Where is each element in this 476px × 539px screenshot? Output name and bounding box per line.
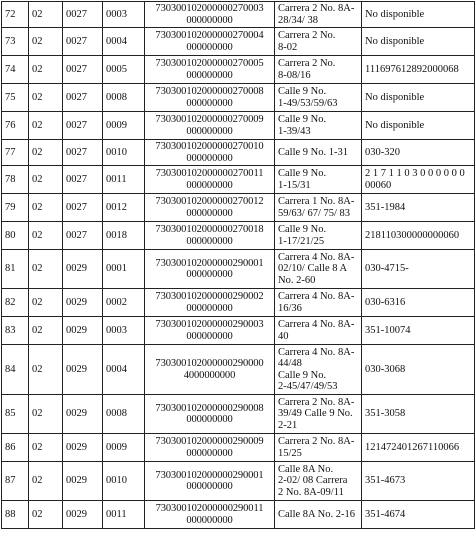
address-cell — [275, 501, 362, 529]
address-line: Calle 8A No. 2-16 — [278, 508, 355, 520]
sector-cell: 0029 — [63, 395, 103, 434]
code-line: 000000000 — [186, 235, 233, 247]
row-id-cell: 76 — [2, 112, 29, 140]
cadastral-code-cell — [145, 140, 275, 166]
address-line: Carrera 1 No. 8A- — [278, 196, 355, 208]
table-row — [2, 345, 475, 395]
lot-cell: 0008 — [103, 84, 145, 112]
row-id-cell: 83 — [2, 317, 29, 345]
address-line: Calle 9 No. — [278, 114, 327, 126]
lot-cell: 0004 — [103, 28, 145, 56]
number-line: 030-3068 — [365, 363, 406, 375]
dept-cell: 02 — [29, 317, 63, 345]
dept-cell: 02 — [29, 112, 63, 140]
code-line: 730300102000000270011 — [155, 168, 264, 180]
dept-cell: 02 — [29, 140, 63, 166]
sector-cell: 0029 — [63, 250, 103, 289]
number-line: No disponible — [365, 119, 425, 131]
address-line: 15/25 — [278, 447, 302, 459]
code-line: 000000000 — [186, 481, 233, 492]
lot-cell: 0005 — [103, 56, 145, 84]
address-line: Calle 9 No. — [278, 86, 327, 98]
sector-cell: 0027 — [63, 112, 103, 140]
code-line: 730300102000000270010 — [155, 141, 264, 153]
code-line: 000000000 — [186, 269, 233, 280]
registration-number-cell — [362, 56, 475, 84]
address-line: 02/10/ Calle 8 A — [278, 263, 348, 275]
lot-cell: 0010 — [103, 140, 145, 166]
row-id-cell: 81 — [2, 250, 29, 289]
lot-cell: 0002 — [103, 289, 145, 317]
dept-cell: 02 — [29, 289, 63, 317]
code-line: 730300102000000270012 — [155, 196, 264, 208]
address-cell — [275, 194, 362, 222]
sector-cell: 0027 — [63, 56, 103, 84]
row-id-cell: 82 — [2, 289, 29, 317]
code-line: 730300102000000270005 — [155, 58, 264, 70]
code-line: 000000000 — [186, 414, 233, 425]
table-row — [2, 166, 475, 194]
table-body — [2, 2, 475, 529]
number-line: 121472401267110066 — [365, 441, 460, 453]
address-line: Carrera 2 No. 8A- — [278, 436, 355, 448]
lot-cell: 0008 — [103, 395, 145, 434]
registration-number-cell — [362, 395, 475, 434]
registration-number-cell — [362, 84, 475, 112]
code-line: 730300102000000290000 — [155, 358, 264, 370]
number-line: No disponible — [365, 8, 425, 20]
registration-number-cell — [362, 317, 475, 345]
sector-cell: 0029 — [63, 317, 103, 345]
code-line: 000000000 — [186, 125, 233, 137]
row-id-cell: 88 — [2, 501, 29, 529]
dept-cell: 02 — [29, 434, 63, 462]
code-line: 730300102000000290009 — [155, 436, 264, 448]
table-row — [2, 501, 475, 529]
cadastral-code-cell — [145, 501, 275, 529]
number-line: 351-4674 — [365, 508, 406, 520]
address-line: Carrera 4 No. 8A- — [278, 252, 355, 264]
address-line: 2-02/ 08 Carrera — [278, 475, 348, 487]
registration-number-cell — [362, 345, 475, 395]
lot-cell: 0018 — [103, 222, 145, 250]
registration-number-cell — [362, 194, 475, 222]
number-line: 351-10074 — [365, 324, 411, 336]
address-cell — [275, 56, 362, 84]
table-row — [2, 112, 475, 140]
table-row — [2, 222, 475, 250]
address-line: 1-15/31 — [278, 179, 311, 191]
address-line: 1-39/43 — [278, 125, 311, 137]
address-line: 39/49 Calle 9 No. — [278, 408, 353, 420]
dept-cell: 02 — [29, 56, 63, 84]
code-line: 000000000 — [186, 207, 233, 219]
table-row — [2, 434, 475, 462]
address-line: Calle 9 No. 1-31 — [278, 146, 348, 158]
cadastral-code-cell — [145, 395, 275, 434]
number-line: 351-1984 — [365, 201, 406, 213]
registration-number-cell — [362, 28, 475, 56]
lot-cell: 0004 — [103, 345, 145, 395]
number-line: 218110300000000060 — [365, 229, 460, 241]
address-line: 44/48 — [278, 358, 302, 370]
address-line: Carrera 4 No. 8A- — [278, 346, 355, 358]
sector-cell: 0027 — [63, 84, 103, 112]
number-line: 111697612892000068 — [365, 63, 459, 75]
registration-number-cell — [362, 501, 475, 529]
address-line: 8-02 — [278, 41, 298, 53]
address-cell — [275, 140, 362, 166]
number-line: 030-320 — [365, 146, 400, 158]
cadastral-code-cell — [145, 112, 275, 140]
registration-number-cell — [362, 250, 475, 289]
lot-cell: 0003 — [103, 317, 145, 345]
dept-cell: 02 — [29, 501, 63, 529]
code-line: 730300102000000290003 — [155, 319, 264, 331]
dept-cell: 02 — [29, 462, 63, 501]
address-cell — [275, 462, 362, 501]
sector-cell: 0029 — [63, 434, 103, 462]
row-id-cell: 77 — [2, 140, 29, 166]
address-line: 59/63/ 67/ 75/ 83 — [278, 207, 351, 219]
address-line: 2-45/47/49/53 — [278, 380, 338, 392]
code-line: 000000000 — [186, 447, 233, 459]
registration-number-cell — [362, 112, 475, 140]
row-id-cell: 72 — [2, 2, 29, 28]
lot-cell: 0001 — [103, 250, 145, 289]
row-id-cell: 73 — [2, 28, 29, 56]
sector-cell: 0029 — [63, 462, 103, 501]
table-row — [2, 317, 475, 345]
cadastral-code-cell — [145, 28, 275, 56]
dept-cell: 02 — [29, 250, 63, 289]
dept-cell: 02 — [29, 345, 63, 395]
row-id-cell: 80 — [2, 222, 29, 250]
sector-cell: 0027 — [63, 140, 103, 166]
table-row — [2, 28, 475, 56]
code-line: 000000000 — [186, 14, 233, 26]
registration-number-cell — [362, 462, 475, 501]
address-line: 1-49/53/59/63 — [278, 97, 338, 109]
address-line: 2-21 — [278, 419, 298, 431]
number-line: 030-6316 — [365, 296, 406, 308]
sector-cell: 0029 — [63, 289, 103, 317]
dept-cell: 02 — [29, 222, 63, 250]
cadastral-code-cell — [145, 194, 275, 222]
cadastral-code-cell — [145, 56, 275, 84]
code-line: 730300102000000290011 — [155, 503, 264, 515]
address-cell — [275, 395, 362, 434]
address-cell — [275, 84, 362, 112]
lot-cell: 0011 — [103, 501, 145, 529]
sector-cell: 0029 — [63, 501, 103, 529]
lot-cell: 0003 — [103, 2, 145, 28]
registration-number-cell — [362, 289, 475, 317]
lot-cell: 0010 — [103, 462, 145, 501]
code-line: 730300102000000270003 — [155, 3, 264, 15]
row-id-cell: 87 — [2, 462, 29, 501]
address-line: 28/34/ 38 — [278, 14, 318, 26]
address-cell — [275, 222, 362, 250]
dept-cell: 02 — [29, 2, 63, 28]
sector-cell: 0027 — [63, 2, 103, 28]
number-line: No disponible — [365, 91, 425, 103]
address-cell — [275, 434, 362, 462]
address-line: Calle 9 No. — [278, 224, 327, 236]
number-line: No disponible — [365, 35, 425, 47]
code-line: 730300102000000290001 — [155, 257, 264, 269]
sector-cell: 0027 — [63, 28, 103, 56]
address-line: Carrera 4 No. 8A- — [278, 319, 355, 331]
code-line: 730300102000000290001 — [155, 469, 264, 481]
table-row — [2, 395, 475, 434]
sector-cell: 0027 — [63, 222, 103, 250]
address-line: 1-17/21/25 — [278, 235, 325, 247]
address-cell — [275, 28, 362, 56]
code-line: 000000000 — [186, 41, 233, 53]
table-row — [2, 2, 475, 28]
sector-cell: 0027 — [63, 166, 103, 194]
row-id-cell: 86 — [2, 434, 29, 462]
address-line: 16/36 — [278, 302, 302, 314]
code-line: 730300102000000270008 — [155, 86, 264, 98]
address-line: Carrera 2 No. 8A- — [278, 397, 355, 409]
dept-cell: 02 — [29, 84, 63, 112]
cadastral-code-cell — [145, 84, 275, 112]
address-line: Carrera 2 No. — [278, 58, 336, 70]
number-line: 351-3058 — [365, 408, 406, 420]
table-row — [2, 250, 475, 289]
lot-cell: 0009 — [103, 112, 145, 140]
dept-cell: 02 — [29, 166, 63, 194]
code-line: 000000000 — [186, 330, 233, 342]
address-line: 2 No. 8A-09/11 — [278, 486, 344, 498]
cadastral-code-cell — [145, 345, 275, 395]
address-line: Calle 9 No. — [278, 369, 327, 381]
address-line: Calle 8A No. — [278, 464, 334, 476]
code-line: 000000000 — [186, 179, 233, 191]
code-line: 000000000 — [186, 69, 233, 81]
address-cell — [275, 250, 362, 289]
row-id-cell: 79 — [2, 194, 29, 222]
address-line: Carrera 2 No. 8A- — [278, 3, 355, 15]
address-line: Carrera 2 No. — [278, 30, 336, 42]
lot-cell: 0009 — [103, 434, 145, 462]
cadastral-code-cell — [145, 462, 275, 501]
cadastral-code-cell — [145, 317, 275, 345]
address-line: No. 2-60 — [278, 274, 316, 286]
row-id-cell: 75 — [2, 84, 29, 112]
address-line: 40 — [278, 330, 289, 342]
number-line: 00060 — [365, 179, 392, 191]
number-line: 2 1 7 1 1 0 3 0 0 0 0 0 0 — [365, 168, 465, 180]
address-cell — [275, 112, 362, 140]
number-line: 351-4673 — [365, 475, 406, 487]
row-id-cell: 78 — [2, 166, 29, 194]
code-line: 4000000000 — [183, 369, 236, 381]
address-line: 8-08/16 — [278, 69, 311, 81]
address-cell — [275, 317, 362, 345]
row-id-cell: 85 — [2, 395, 29, 434]
cadastral-code-cell — [145, 289, 275, 317]
cadastral-code-cell — [145, 222, 275, 250]
cadastral-code-cell — [145, 434, 275, 462]
code-line: 000000000 — [186, 514, 233, 526]
table-row — [2, 289, 475, 317]
code-line: 730300102000000270018 — [155, 224, 264, 236]
dept-cell: 02 — [29, 194, 63, 222]
number-line: 030-4715- — [365, 263, 409, 275]
registration-number-cell — [362, 166, 475, 194]
dept-cell: 02 — [29, 395, 63, 434]
dept-cell: 02 — [29, 28, 63, 56]
lot-cell: 0011 — [103, 166, 145, 194]
sector-cell: 0029 — [63, 345, 103, 395]
registration-number-cell — [362, 434, 475, 462]
code-line: 000000000 — [186, 152, 233, 164]
table-row — [2, 56, 475, 84]
cadastral-code-cell — [145, 250, 275, 289]
sector-cell: 0027 — [63, 194, 103, 222]
registration-number-cell — [362, 222, 475, 250]
code-line: 000000000 — [186, 97, 233, 109]
code-line: 000000000 — [186, 302, 233, 314]
cadastral-code-cell — [145, 2, 275, 28]
address-line: Calle 9 No. — [278, 168, 327, 180]
table-row — [2, 84, 475, 112]
code-line: 730300102000000270004 — [155, 30, 264, 42]
property-table — [1, 1, 475, 529]
address-line: Carrera 4 No. 8A- — [278, 291, 355, 303]
cadastral-code-cell — [145, 166, 275, 194]
lot-cell: 0012 — [103, 194, 145, 222]
registration-number-cell — [362, 2, 475, 28]
address-cell — [275, 166, 362, 194]
table-row — [2, 194, 475, 222]
address-cell — [275, 2, 362, 28]
registration-number-cell — [362, 140, 475, 166]
table-row — [2, 462, 475, 501]
code-line: 730300102000000290002 — [155, 291, 264, 303]
row-id-cell: 84 — [2, 345, 29, 395]
table-row — [2, 140, 475, 166]
address-cell — [275, 345, 362, 395]
code-line: 730300102000000290008 — [155, 402, 264, 414]
code-line: 730300102000000270009 — [155, 114, 264, 126]
row-id-cell: 74 — [2, 56, 29, 84]
address-cell — [275, 289, 362, 317]
